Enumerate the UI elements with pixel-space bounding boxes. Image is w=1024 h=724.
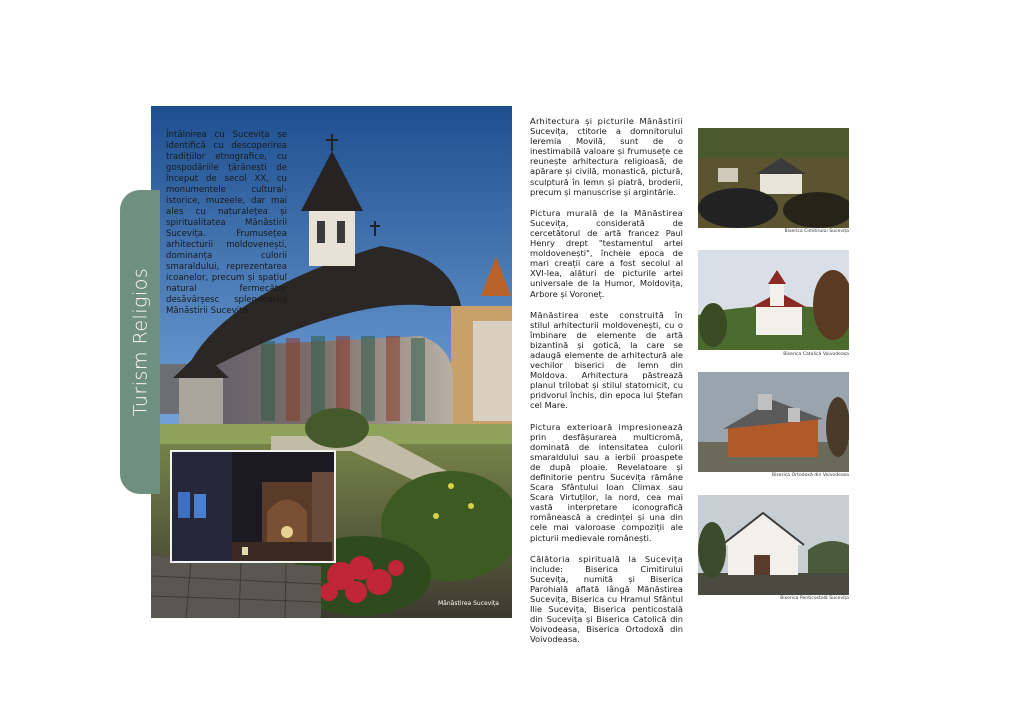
thumb-caption: Biserica Penticostală Sucevița: [780, 596, 849, 601]
orthodox-church-illustration: [698, 372, 849, 472]
cemetery-church-illustration: [698, 128, 849, 228]
intro-text: Întâlnirea cu Sucevița se identifică cu descoperirea tradițiilor etnografice, cu gospodăriile țărănești de început de secol XX, cu monumentele cultural-istorice, muzeele, dar mai ales cu naturalețea și spiritualitatea Mănăstirii Sucevița. Frumusețea arhitecturii moldovenești, dominanța culorii smaraldului, reprezentarea icoanelor, precum și spațiul natural fermecător desăvârșesc splendoarea Mănăstirii Sucevița.: [166, 130, 287, 316]
thumb-cemetery-church: [698, 128, 849, 228]
catholic-church-illustration: [698, 250, 849, 350]
paragraph: Pictura murală de la Mănăstirea Sucevița, considerată de cercetătorul de artă francez Paul Henry drept "testamentul artei moldovenești", încheie epoca de mari creații care a fost secolul al XVI-lea, alături de picturile artei universale de la Humor, Moldovița, Arbore și Voroneț.: [530, 207, 683, 299]
thumb-caption: Biserica Cimitirului Sucevița: [784, 229, 849, 234]
paragraph: Arhitectura și picturile Mănăstirii Sucevița, ctitorie a domnitorului Ieremia Movilă, sunt de o inestimabilă valoare și frumusețe ce reunește arhitectura religioasă, de apărare și civilă, monastică, pictură, sculptură în lemn și piatră, broderii, precum și manuscrise și argintărie.: [530, 116, 683, 197]
main-photo-caption: Mănăstirea Sucevița: [438, 600, 499, 607]
paragraph: Pictura exterioară impresionează prin desfășurarea multicromă, dominată de intensitatea culorii smaraldului sau a ierbii proaspete de după ploaie. Revelatoare și definitorie pentru Sucevița rămâne Scara Sfântului Ioan Climax sau Scara Virtuților, la nord, cea mai vastă interpretare iconografică românească a credinței și una din cele mai valoroase compoziții ale picturii medievale românești.: [530, 421, 683, 543]
paragraph: Călătoria spirituală la Sucevița include: Biserica Cimitirului Sucevița, numită și Biserica Parohială aflată lângă Mănăstirea Sucevița, Biserica cu Hramul Sfântul Ilie Sucevița, Biserica penticostală din Sucevița și Biserica Catolică din Voivodeasa, Biserica Ortodoxă din Voivodeasa.: [530, 553, 683, 645]
pentecostal-church-illustration: [698, 495, 849, 595]
section-title: Turism Religios: [129, 267, 152, 417]
interior-inset-photo: [170, 450, 336, 563]
thumb-pentecostal-church: [698, 495, 849, 595]
thumb-caption: Biserica Ortodoxă din Voivodeasa: [771, 473, 849, 478]
thumb-caption: Biserica Catolică Voivodeasa: [783, 352, 849, 357]
section-tab-label: [120, 190, 160, 494]
paragraph: Mănăstirea este construită în stilul arhitecturii moldovenești, cu o îmbinare de elemente de artă bizantină și gotică, la care se adaugă elemente de arhitectură ale vechilor biserici de lemn din Moldova. Arhitectura păstrează planul trilobat și stilul statornicit, cu pridvorul închis, din epoca lui Ștefan cel Mare.: [530, 309, 683, 411]
article-text: [530, 116, 683, 656]
thumb-catholic-church: [698, 250, 849, 350]
thumb-orthodox-church: [698, 372, 849, 472]
church-interior-illustration: [172, 452, 334, 561]
